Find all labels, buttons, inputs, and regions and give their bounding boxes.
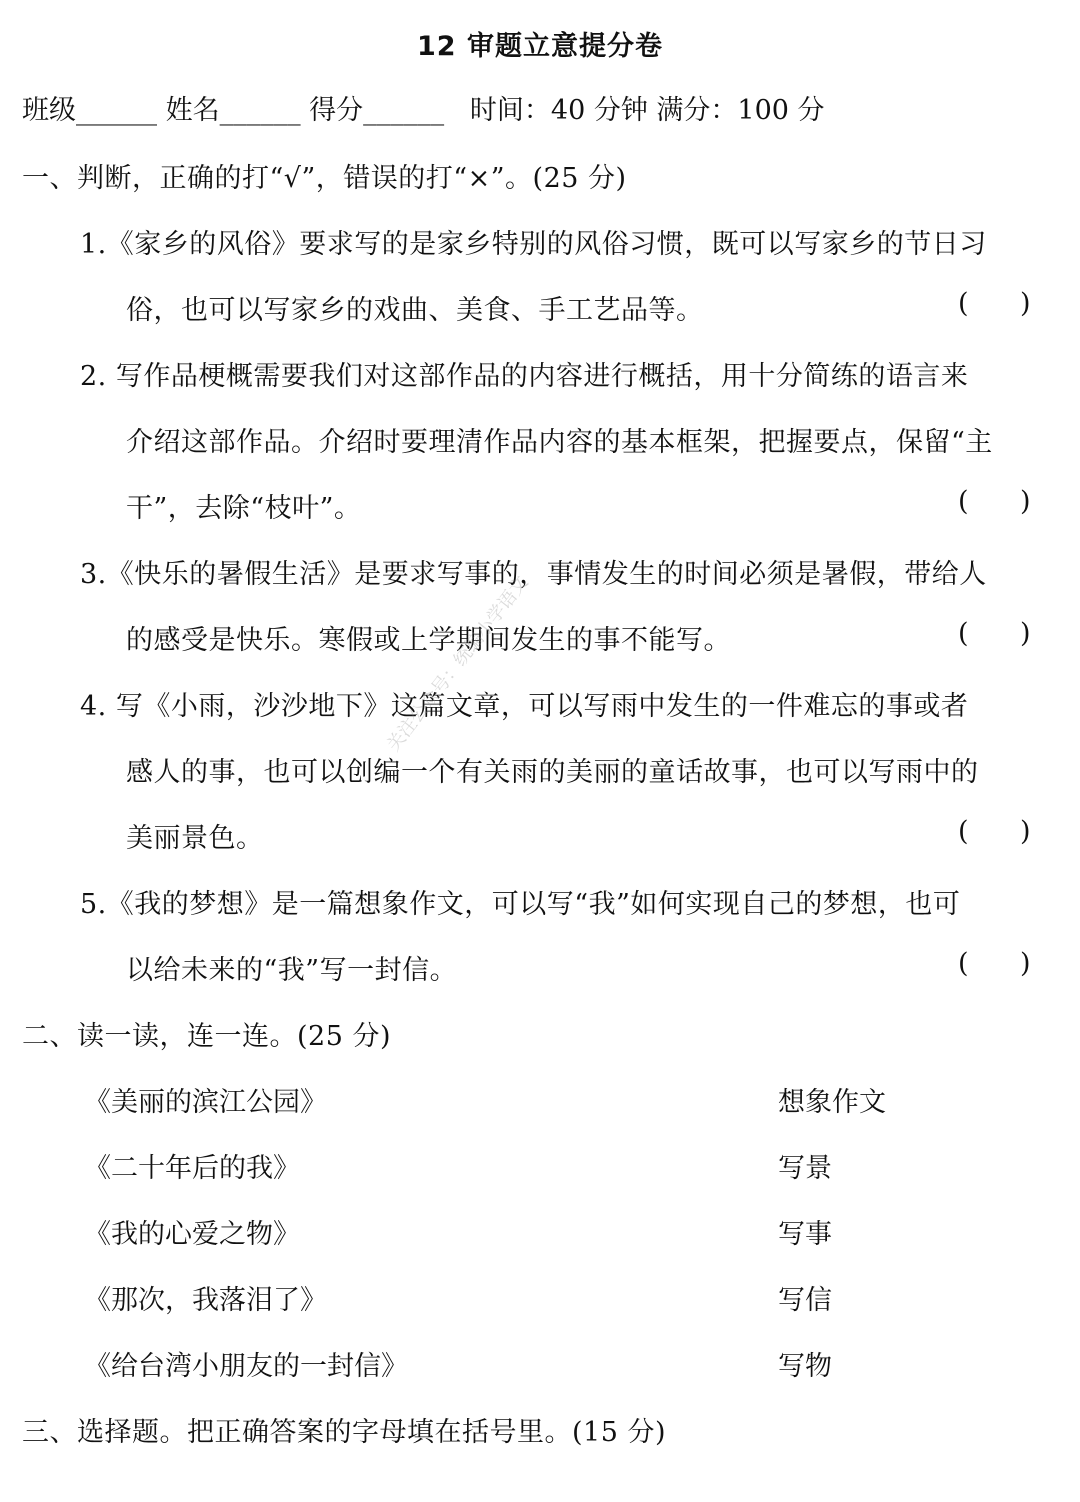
question-3-line-2: 的感受是快乐。寒假或上学期间发生的事不能写。 [126, 625, 731, 656]
question-3-line-1: 3.《快乐的暑假生活》是要求写事的，事情发生的时间必须是暑假，带给人 [80, 559, 987, 590]
question-1-line-2: 俗，也可以写家乡的戏曲、美食、手工艺品等。 [126, 295, 704, 326]
match-right-item[interactable]: 想象作文 [778, 1087, 886, 1118]
question-5-line-1: 5.《我的梦想》是一篇想象作文，可以写“我”如何实现自己的梦想，也可 [80, 889, 961, 920]
answer-paren-3[interactable]: ( ) [958, 618, 1031, 649]
answer-paren-2[interactable]: ( ) [958, 486, 1031, 517]
answer-paren-5[interactable]: ( ) [958, 948, 1031, 979]
watermark: 关注公众号：统编小学语文 [383, 572, 533, 756]
question-2-line-1: 2. 写作品梗概需要我们对这部作品的内容进行概括，用十分简练的语言来 [80, 361, 969, 392]
match-right-item[interactable]: 写景 [778, 1153, 832, 1184]
match-right-item[interactable]: 写事 [778, 1219, 832, 1250]
section2-heading: 二、读一读，连一连。(25 分) [22, 1021, 392, 1052]
question-1-line-1: 1.《家乡的风俗》要求写的是家乡特别的风俗习惯，既可以写家乡的节日习 [80, 229, 987, 260]
match-left-item[interactable]: 《给台湾小朋友的一封信》 [84, 1351, 408, 1382]
match-left-item[interactable]: 《二十年后的我》 [84, 1153, 300, 1184]
match-left-item[interactable]: 《我的心爱之物》 [84, 1219, 300, 1250]
page-title: 12 审题立意提分卷 [417, 31, 663, 62]
question-4-line-2: 感人的事，也可以创编一个有关雨的美丽的童话故事，也可以写雨中的 [126, 757, 979, 788]
section1-heading: 一、判断，正确的打“√”，错误的打“×”。(25 分) [22, 163, 627, 194]
question-2-line-2: 介绍这部作品。介绍时要理清作品内容的基本框架，把握要点，保留“主 [126, 427, 993, 458]
answer-paren-4[interactable]: ( ) [958, 816, 1031, 847]
question-4-line-3: 美丽景色。 [126, 823, 264, 854]
match-left-item[interactable]: 《那次，我落泪了》 [84, 1285, 327, 1316]
section3-heading: 三、选择题。把正确答案的字母填在括号里。(15 分) [22, 1417, 667, 1448]
question-5-line-2: 以给未来的“我”写一封信。 [126, 955, 458, 986]
answer-paren-1[interactable]: ( ) [958, 288, 1031, 319]
student-info-line: 班级______ 姓名______ 得分______ 时间：40 分钟 满分：100 分 [22, 95, 825, 126]
question-4-line-1: 4. 写《小雨，沙沙地下》这篇文章，可以写雨中发生的一件难忘的事或者 [80, 691, 969, 722]
match-left-item[interactable]: 《美丽的滨江公园》 [84, 1087, 327, 1118]
question-2-line-3: 干”，去除“枝叶”。 [126, 493, 362, 524]
match-right-item[interactable]: 写信 [778, 1285, 832, 1316]
match-right-item[interactable]: 写物 [778, 1351, 832, 1382]
